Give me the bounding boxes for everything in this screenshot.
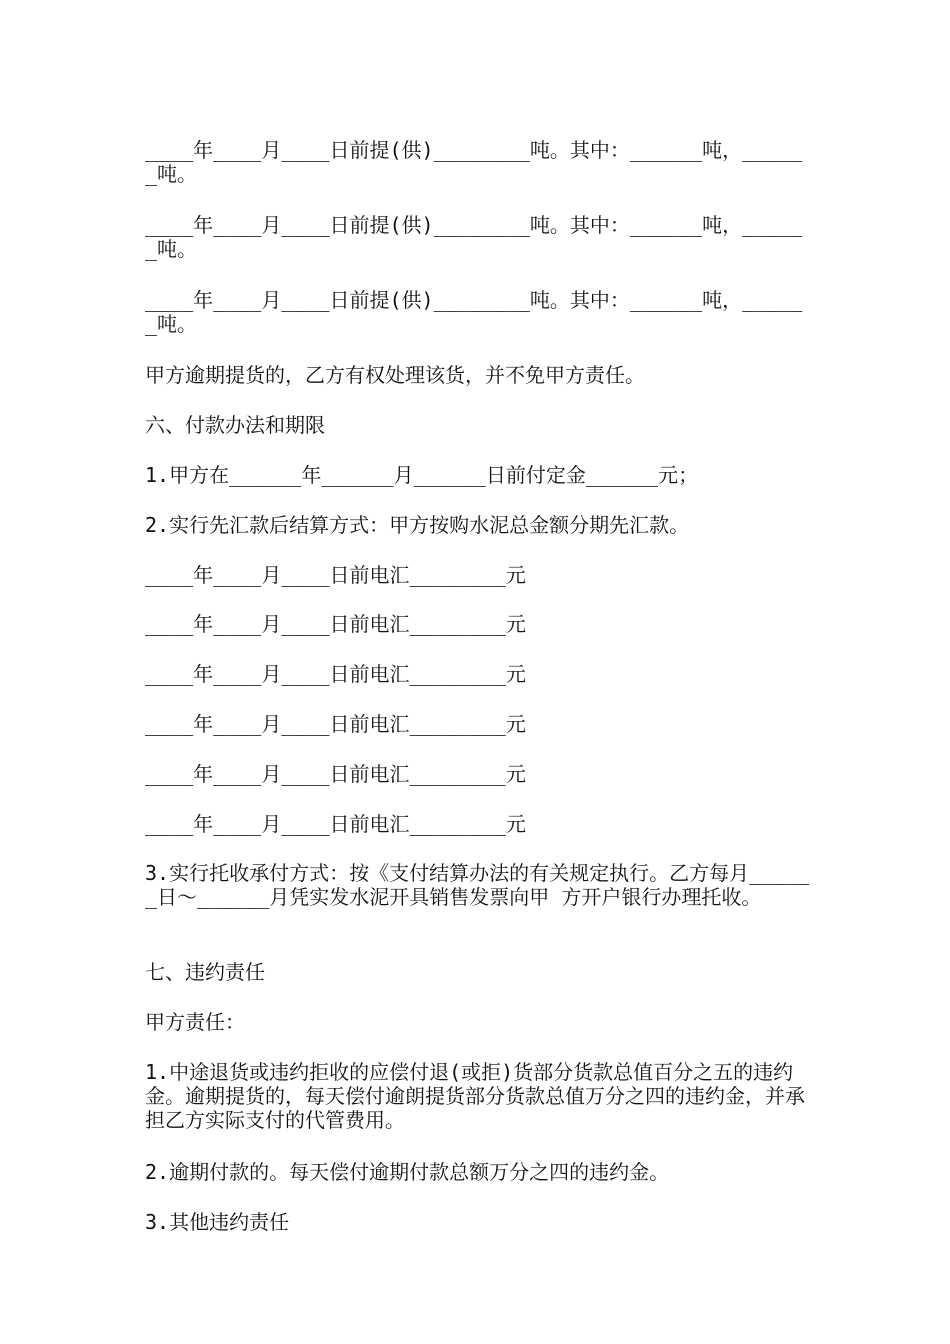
section-seven-item-2: 2.逾期付款的。每天偿付逾期付款总额万分之四的违约金。 [145, 1160, 670, 1184]
section-seven-item-1: 1.中途退货或违约拒收的应偿付退(或拒)货部分货款总值百分之五的违约金。逾期提货的，每天偿付逾朗提货部分货款总值万分之四的违约金，并承担乙方实际支付的代管费用。 [145, 1060, 805, 1132]
delivery-line-3: ____年____月____日前提(供)________吨。其中：______吨，______吨。 [145, 288, 803, 336]
wire-line-5: ____年____月____日前电汇________元 [145, 762, 526, 786]
delivery-line-1: ____年____月____日前提(供)________吨。其中：______吨，______吨。 [145, 138, 803, 186]
wire-line-3: ____年____月____日前电汇________元 [145, 662, 526, 686]
section-six-item-2: 2.实行先汇款后结算方式：甲方按购水泥总金额分期先汇款。 [145, 513, 690, 537]
section-seven-item-3: 3.其他违约责任 [145, 1210, 290, 1234]
overdue-pickup-note: 甲方逾期提货的，乙方有权处理该货，并不免甲方责任。 [145, 363, 645, 387]
section-six-heading: 六、付款办法和期限 [145, 413, 325, 437]
section-seven-heading: 七、违约责任 [145, 960, 265, 984]
wire-line-2: ____年____月____日前电汇________元 [145, 612, 526, 636]
section-six-item-3: 3.实行托收承付方式：按《支付结算办法的有关规定执行。乙方每月______日～______月凭实发水泥开具销售发票向甲 方开户银行办理托收。 [145, 861, 810, 909]
section-six-item-1: 1.甲方在______年______月______日前付定金______元； [145, 463, 699, 487]
party-a-heading: 甲方责任： [145, 1010, 245, 1034]
delivery-line-2: ____年____月____日前提(供)________吨。其中：______吨，______吨。 [145, 213, 803, 261]
wire-line-1: ____年____月____日前电汇________元 [145, 563, 526, 587]
wire-line-4: ____年____月____日前电汇________元 [145, 712, 526, 736]
wire-line-6: ____年____月____日前电汇________元 [145, 812, 526, 836]
